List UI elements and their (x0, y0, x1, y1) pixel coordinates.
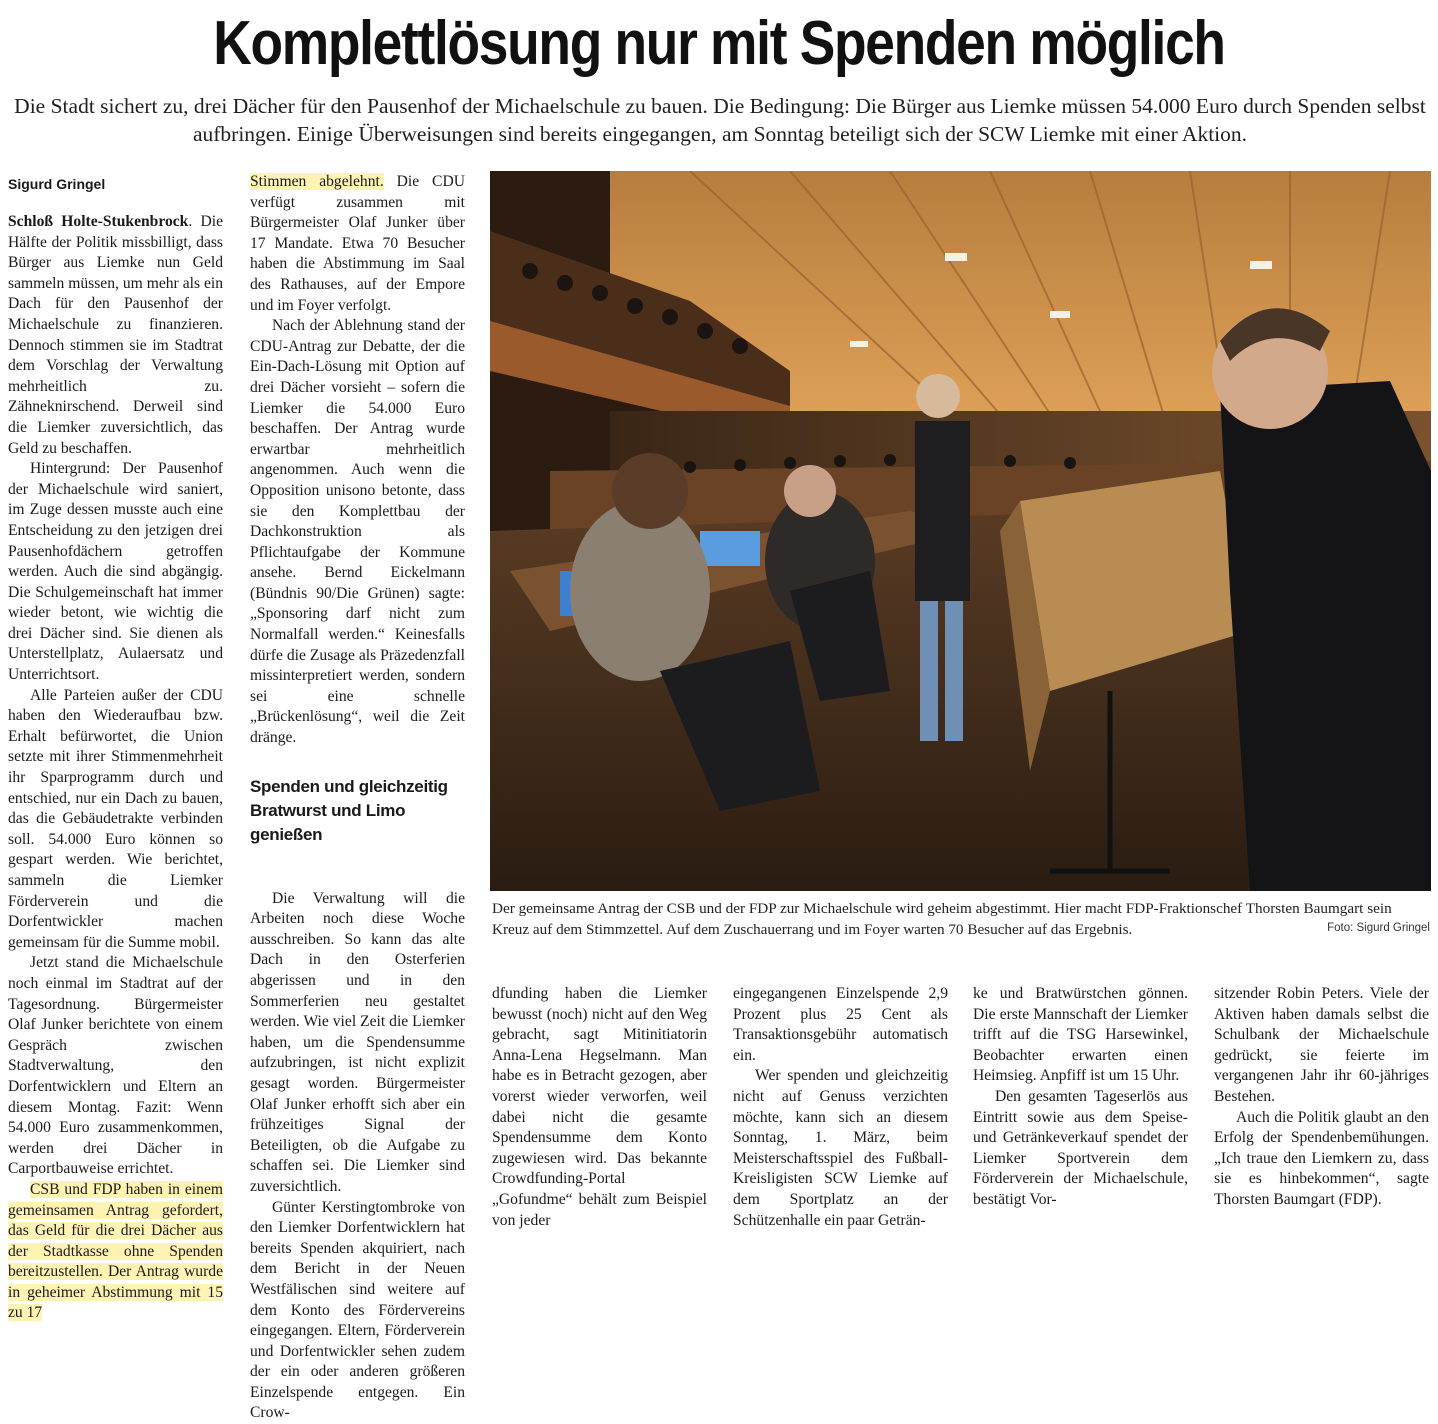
headline: Komplettlösung nur mit Spenden möglich (213, 9, 1225, 78)
article-column-6 (1214, 984, 1429, 1211)
article-column-2 (250, 172, 465, 1424)
body-paragraph: ke und Bratwürstchen gönnen. Die erste Mannschaft der Liemker trifft auf die TSG Harsewinkel, Beobachter erwarten einen Heimsieg. Anpfiff ist um 15 Uhr. (973, 985, 1188, 1085)
body-paragraph: Den gesamten Tageserlös aus Eintritt sowie aus dem Speise- und Getränkeverkauf spendet der Liemker Sportverein dem Förderverein der Michaelschule, bestätigt Vor- (973, 1087, 1188, 1208)
byline: Sigurd Gringel (8, 176, 106, 192)
body-paragraph: dfunding haben die Liemker bewusst (noch) nicht auf den Weg gebracht, sagt Mitinitiatorin Anna-Lena Hegselmann. Man habe es in Betracht gezogen, aber vorerst wieder verworfen, weil dabei nicht die gesamte Spendensumme dem Konto zugewiesen wird. Das bekannte Crowdfunding-Portal „Gofundme“ behält zum Beispiel von jeder (492, 985, 707, 1229)
body-paragraph: Stimmen abgelehnt. Die CDU verfügt zusammen mit Bürgermeister Olaf Junker über 17 Mandate. Etwa 70 Besucher haben die Abstimmung im Saal des Rathauses, auf der Empore und im Foyer verfolgt. (250, 173, 465, 314)
subheading: Spenden und gleichzeitig Bratwurst und Limo genießen (250, 776, 448, 844)
deck-teaser: Die Stadt sichert zu, drei Dächer für den Pausenhof der Michaelschule zu bauen. Die Bedingung: Die Bürger aus Liemke müssen 54.000 Euro durch Spenden selbst aufbringen. Einige Überweisungen sind bereits eingegangen, am Sonntag beteiligt sich der SCW Liemke mit einer Aktion. (14, 94, 1426, 146)
body-paragraph: Hintergrund: Der Pausenhof der Michaelschule wird saniert, im Zuge dessen musste auch eine Entscheidung zu den jetzigen drei Pausenhofdächern getroffen werden. Auch die sind abgängig. Die Schulgemeinschaft hat immer wieder betont, wie wichtig die drei Dächer sind. Sie dienen als Unterstellplatz, Aulaersatz und Unterrichtsort. (8, 460, 223, 684)
highlighted-paragraph: CSB und FDP haben in einem gemeinsamen Antrag gefordert, das Geld für die drei Dächer aus der Stadtkasse ohne Spenden bereitzustellen. Der Antrag wurde in geheimer Abstimmung mit 15 zu 17 (8, 1180, 223, 1322)
article-column-5 (973, 984, 1188, 1211)
photo-caption: Der gemeinsame Antrag der CSB und der FDP zur Michaelschule wird geheim abgestimmt. Hier macht FDP-Fraktionschef Thorsten Baumgart sein Kreuz auf dem Stimmzettel. Auf dem Zuschauerrang und im Foyer warten 70 Besucher auf das Ergebnis. (492, 900, 1392, 938)
body-paragraph: Auch die Politik glaubt an den Erfolg der Spendenbemühungen. „Ich traue den Liemkern zu, dass sie es hinbekommen“, sagte Thorsten Baumgart (FDP). (1214, 1108, 1429, 1208)
body-paragraph: Alle Parteien außer der CDU haben den Wiederaufbau bzw. Erhalt befürwortet, die Union setzte mit ihrer Stimmenmehrheit ihr Sparprogramm durch und entschied, nur ein Dach zu bauen, das die Gebäudetrakte verbinden soll. 54.000 Euro können so gespart werden. Wie berichtet, sammeln die Liemker Förderverein und die Dorfentwickler machen gemeinsam für die Summe mobil. (8, 686, 223, 951)
body-paragraph: Jetzt stand die Michaelschule noch einmal im Stadtrat auf der Tagesordnung. Bürgermeister Olaf Junker berichtete von einem Gespräch zwischen Stadtverwaltung, den Dorfentwicklern und Eltern an diesem Montag. Fazit: Wenn 54.000 Euro zusammenkommen, werden drei Dächer in Carportbauweise errichtet. (8, 954, 223, 1178)
dateline: Schloß Holte-Stukenbrock (8, 213, 189, 230)
body-paragraph: sitzender Robin Peters. Viele der Aktiven haben damals selbst die Schulbank der Michaelschule gedrückt, sie feierte im vergangenen Jahr ihr 60-jähriges Bestehen. (1214, 985, 1429, 1105)
photo-credit: Foto: Sigurd Gringel (1327, 922, 1430, 934)
lead-paragraph: Schloß Holte-Stukenbrock. Die Hälfte der Politik missbilligt, dass Bürger aus Liemke nun Geld sammeln müssen, um mehr als ein Dach für den Pausenhof der Michaelschule zu finanzieren. Dennoch stimmen sie im Stadtrat dem Vorschlag der Verwaltung mehrheitlich zu. Zähneknirschend. Derweil sind die Liemker zuversichtlich, das Geld zu beschaffen. (8, 213, 223, 457)
body-paragraph: Die Verwaltung will die Arbeiten noch diese Woche ausschreiben. So kann das alte Dach in den Osterferien abgerissen und in den Sommerferien neu gestaltet werden. Wie viel Zeit die Liemker haben, um die Spendensumme aufzubringen, ist nicht explizit gesagt worden. Bürgermeister Olaf Junker erhofft sich aber ein frühzeitiges Signal der Beteiligten, ob die Aufgabe zu schaffen sei. Die Liemker sind zuversichtlich. (250, 889, 465, 1195)
article-column-4 (733, 984, 948, 1231)
highlighted-text: Stimmen abgelehnt. (250, 173, 384, 190)
article-column-3 (492, 984, 707, 1231)
body-paragraph: Nach der Ablehnung stand der CDU-Antrag zur Debatte, der die Ein-Dach-Lösung mit Option auf drei Dächer vorsieht – sofern die Liemker die 54.000 Euro beschaffen. Der Antrag wurde erwartbar mehrheitlich angenommen. Auch wenn die Opposition unisono betonte, dass sie den Komplettbau der Dachkonstruktion als Pflichtaufgabe der Kommune ansehe. Bernd Eickelmann (Bündnis 90/Die Grünen) sagte: „Sponsoring darf nicht zum Normalfall werden.“ Keinesfalls dürfe die Zusage als Präzedenzfall missinterpretiert werden, sondern sei eine schnelle „Brückenlösung“, weil die Zeit dränge. (250, 317, 465, 747)
body-paragraph: Günter Kerstingtombroke von den Liemker Dorfentwicklern hat bereits Spenden akquiriert, nach dem Bericht in der Neuen Westfälischen sind weitere auf dem Konto des Fördervereins eingegangen. Eltern, Förderverein und Dorfentwickler sehen zudem der ein oder anderen größeren Einzelspende entgegen. Ein Crow- (250, 1198, 465, 1422)
body-paragraph: eingegangenen Einzelspende 2,9 Prozent plus 25 Cent als Transaktionsgebühr automatisch ein. (733, 985, 948, 1064)
body-paragraph: Wer spenden und gleichzeitig nicht auf Genuss verzichten möchte, kann sich an diesem Sonntag, 1. März, beim Meisterschaftsspiel des Fußball-Kreisligisten SCW Liemke auf dem Sportplatz an der Schützenhalle ein paar Geträn- (733, 1067, 948, 1229)
article-column-1 (8, 212, 223, 1324)
council-meeting-photo (490, 171, 1431, 891)
